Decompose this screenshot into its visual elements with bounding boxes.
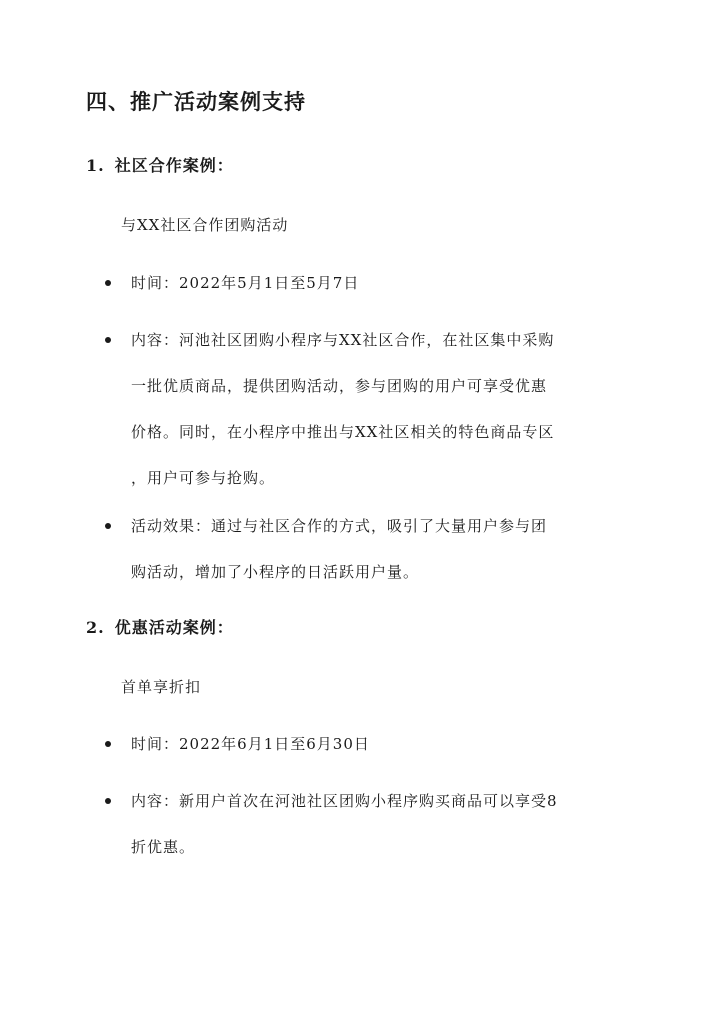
section-heading: 四、推广活动案例支持 [86,89,306,114]
list-item-text: 时间：2022年5月1日至5月7日 [131,274,360,292]
list-item [105,270,645,306]
list-item-text: 内容：河池社区团购小程序与XX社区合作，在社区集中采购 [131,331,555,349]
bullet-icon [105,741,111,747]
list-item [105,731,645,767]
subsection-number: 1. [86,156,105,175]
list-item-text: 价格。同时，在小程序中推出与XX社区相关的特色商品专区 [131,423,555,441]
subsection-subtitle: 首单享折扣 [121,678,202,696]
bullet-icon [105,523,111,529]
bullet-icon [105,337,111,343]
list-item-text: 内容：新用户首次在河池社区团购小程序购买商品可以享受8 [131,792,558,810]
subsection-subtitle: 与XX社区合作团购活动 [121,216,289,234]
list-item-text: 时间：2022年6月1日至6月30日 [131,735,370,753]
list-item [105,788,645,870]
bullet-icon [105,280,111,286]
subsection-title: 社区合作案例： [114,156,234,175]
list-item-text: 活动效果：通过与社区合作的方式，吸引了大量用户参与团 [131,517,548,535]
list-item [105,327,645,501]
subsection-heading-2 [86,615,234,641]
list-item-text: 一批优质商品，提供团购活动，参与团购的用户可享受优惠 [131,377,548,395]
list-item [105,513,645,595]
subsection-title: 优惠活动案例： [114,618,234,637]
list-item-text: 折优惠。 [131,838,196,856]
list-item-text: 购活动，增加了小程序的日活跃用户量。 [131,563,420,581]
list-item-text: ，用户可参与抢购。 [131,469,276,487]
bullet-icon [105,798,111,804]
subsection-heading-1 [86,153,234,179]
subsection-number: 2. [86,618,105,637]
